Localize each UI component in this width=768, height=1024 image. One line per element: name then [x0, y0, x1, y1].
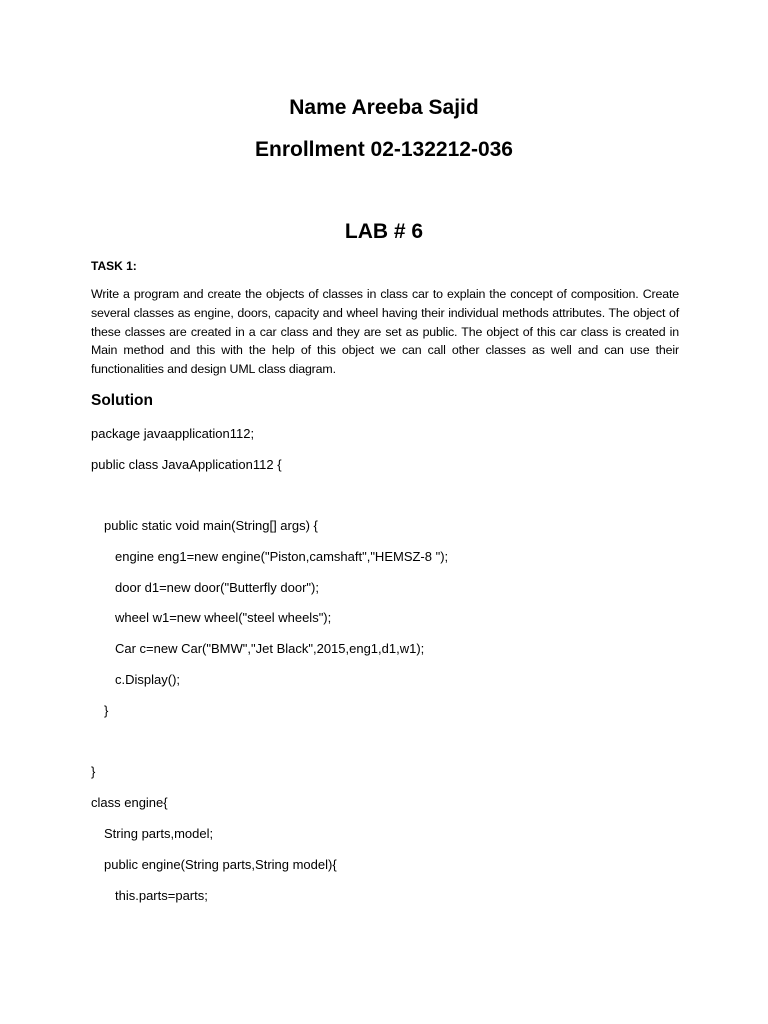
code-line: public static void main(String[] args) {: [104, 518, 318, 533]
code-line: class engine{: [91, 795, 168, 810]
code-line: wheel w1=new wheel("steel wheels");: [115, 610, 332, 625]
task-description: Write a program and create the objects of classes in class car to explain the concept of composition. Create several classes as engine, doors, capacity and wheel having their individual methods attributes. The object of these classes are created in a car class and they are set as public. The object of this car class is created in Main method and this with the help of this object we can call other classes as well and can use their functionalities and design UML class diagram.: [91, 287, 679, 377]
task-label: TASK 1:: [91, 259, 137, 273]
code-line: public class JavaApplication112 {: [91, 457, 282, 472]
solution-heading: Solution: [91, 392, 153, 409]
code-line: c.Display();: [115, 672, 181, 687]
code-line: String parts,model;: [104, 826, 214, 841]
code-line: this.parts=parts;: [115, 888, 208, 903]
enrollment-number: Enrollment 02-132212-036: [255, 138, 513, 161]
code-line: public engine(String parts,String model){: [104, 857, 337, 872]
code-line: package javaapplication112;: [91, 426, 255, 441]
code-line: }: [91, 764, 96, 779]
code-line: door d1=new door("Butterfly door");: [115, 580, 319, 595]
code-line: engine eng1=new engine("Piston,camshaft","HEMSZ-8 ");: [115, 549, 449, 564]
code-line: }: [104, 703, 109, 718]
student-name: Name Areeba Sajid: [289, 96, 479, 119]
lab-title: LAB # 6: [344, 220, 424, 243]
code-line: Car c=new Car("BMW","Jet Black",2015,eng1,d1,w1);: [115, 641, 425, 656]
